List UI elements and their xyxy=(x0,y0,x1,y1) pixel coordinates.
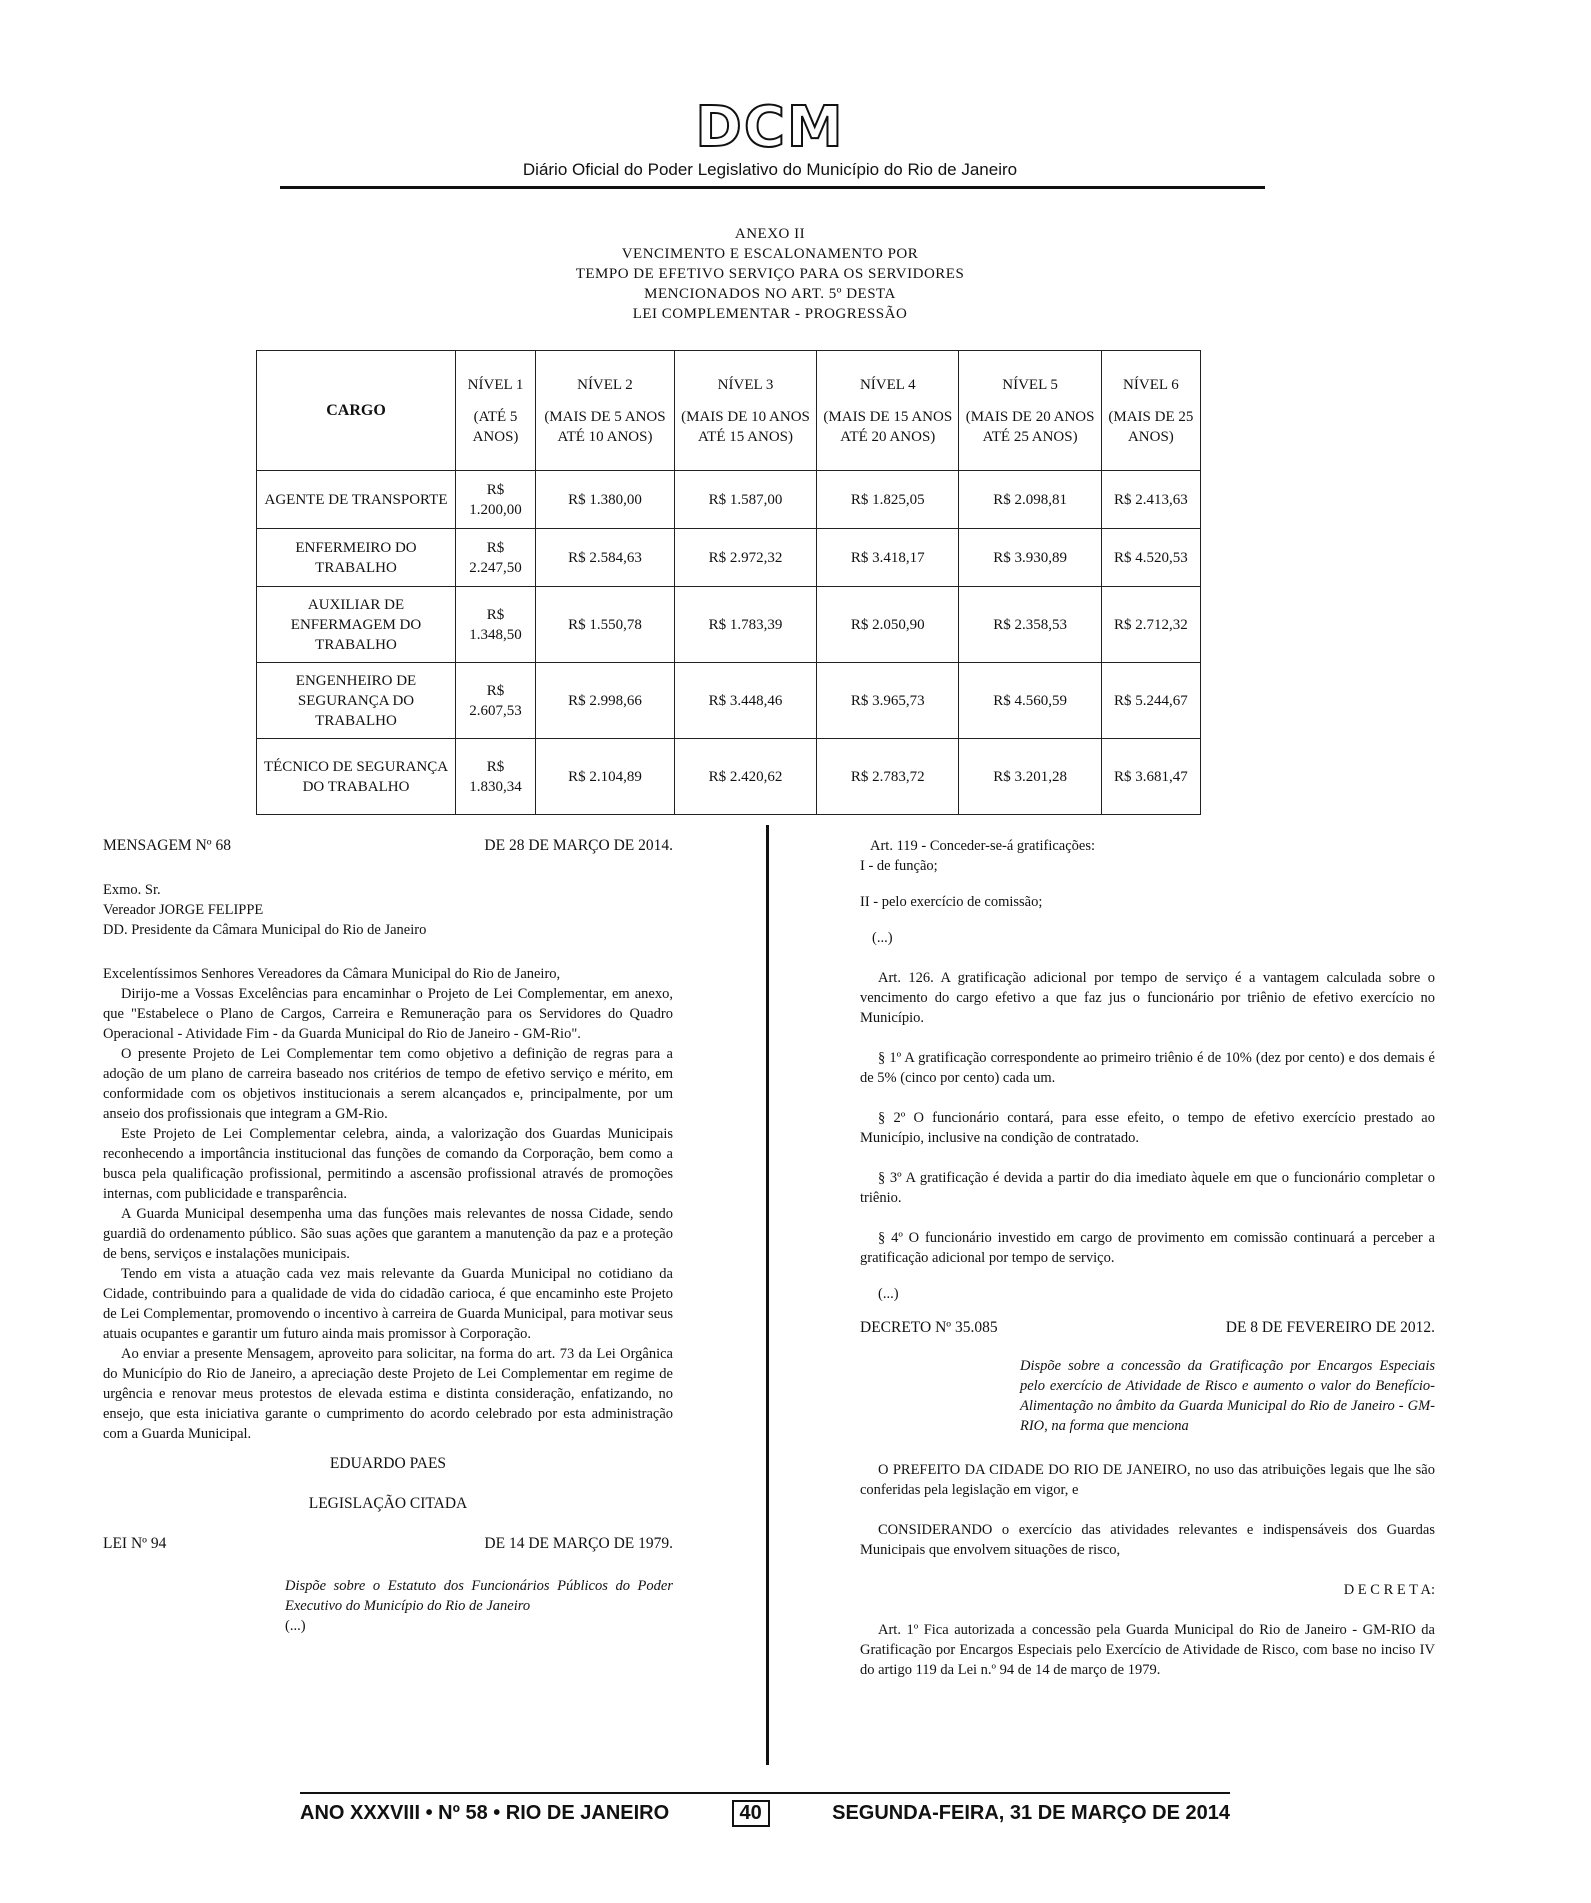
level-name: NÍVEL 4 xyxy=(859,376,916,393)
level-header xyxy=(959,351,1101,471)
value-cell: R$ 2.247,50 xyxy=(456,529,536,587)
paragraph: Dirijo-me a Vossas Excelências para encaminhar o Projeto de Lei Complementar, em anexo, que "Estabelece o Plano de Cargos, Carreira e Remuneração para os Servidores do Quadro Operacional - Atividade Fim - da Guarda Municipal do Rio de Janeiro - GM-Rio". xyxy=(103,986,673,1042)
footer-issue: ANO XXXVIII • Nº 58 • RIO DE JANEIRO xyxy=(300,1802,670,1824)
left-column xyxy=(103,836,673,1636)
value-cell: R$ 3.930,89 xyxy=(959,529,1101,587)
right-column xyxy=(860,836,1435,1680)
level-desc: (MAIS DE 20 ANOS ATÉ 25 ANOS) xyxy=(965,408,1095,445)
law-date: DE 14 DE MARÇO DE 1979. xyxy=(484,1535,673,1552)
value-cell: R$ 3.418,17 xyxy=(817,529,959,587)
value-cell: R$ 1.348,50 xyxy=(456,587,536,663)
addressee-line: Exmo. Sr. xyxy=(103,882,161,898)
message-date: DE 28 DE MARÇO DE 2014. xyxy=(484,837,673,854)
value-cell: R$ 3.681,47 xyxy=(1101,739,1200,815)
value-cell: R$ 1.200,00 xyxy=(456,471,536,529)
salutation: Excelentíssimos Senhores Vereadores da Câmara Municipal do Rio de Janeiro, xyxy=(103,966,561,982)
footer-date: SEGUNDA-FEIRA, 31 DE MARÇO DE 2014 xyxy=(832,1802,1230,1824)
cited-legislation-heading: LEGISLAÇÃO CITADA xyxy=(308,1495,468,1512)
paragraph-3: § 3º A gratificação é devida a partir do dia imediato àquele em que o funcionário completar o triênio. xyxy=(860,1170,1435,1206)
value-cell: R$ 4.560,59 xyxy=(959,663,1101,739)
decree-number: DECRETO Nº 35.085 xyxy=(860,1319,998,1336)
cargo-cell: TÉCNICO DE SEGURANÇA DO TRABALHO xyxy=(257,739,456,815)
value-cell: R$ 2.998,66 xyxy=(536,663,675,739)
level-desc: (ATÉ 5 ANOS) xyxy=(472,408,519,445)
value-cell: R$ 2.607,53 xyxy=(456,663,536,739)
addressee-line: Vereador JORGE FELIPPE xyxy=(103,902,264,918)
value-cell: R$ 2.584,63 xyxy=(536,529,675,587)
ellipsis: (...) xyxy=(285,1618,306,1634)
annex-line: TEMPO DE EFETIVO SERVIÇO PARA OS SERVIDORES xyxy=(575,266,965,282)
table-row xyxy=(257,587,1201,663)
footer-rule xyxy=(300,1792,1230,1794)
value-cell: R$ 5.244,67 xyxy=(1101,663,1200,739)
value-cell: R$ 4.520,53 xyxy=(1101,529,1200,587)
decree-summary: Dispõe sobre a concessão da Gratificação por Encargos Especiais pelo exercício de Atividade de Risco e aumento o valor do Benefício-Alimentação no âmbito da Guarda Municipal do Rio de Janeiro - GM-RIO, na forma que menciona xyxy=(1020,1358,1435,1434)
value-cell: R$ 1.830,34 xyxy=(456,739,536,815)
paragraph: Este Projeto de Lei Complementar celebra, ainda, a valorização dos Guardas Municipais reconhecendo a importância institucional das funções de comando da Corporação, bem como a busca pela qualificação profissional, permitindo a ascensão profissional através de promoções internas, com publicidade e transparência. xyxy=(103,1126,673,1202)
table-header-row xyxy=(257,351,1201,471)
value-cell: R$ 2.420,62 xyxy=(674,739,816,815)
law-summary: Dispõe sobre o Estatuto dos Funcionários Públicos do Poder Executivo do Município do Rio de Janeiro xyxy=(285,1578,673,1614)
level-header xyxy=(536,351,675,471)
annex-title xyxy=(560,224,980,324)
prefeito-paragraph: O PREFEITO DA CIDADE DO RIO DE JANEIRO, no uso das atribuições legais que lhe são conferidas pela legislação em vigor, e xyxy=(860,1462,1435,1498)
law-heading xyxy=(103,1534,673,1554)
masthead-rule xyxy=(280,186,1265,189)
value-cell: R$ 2.712,32 xyxy=(1101,587,1200,663)
decree-heading xyxy=(860,1318,1435,1338)
paragraph-2: § 2º O funcionário contará, para esse efeito, o tempo de efetivo exercício prestado ao Município, inclusive na condição de contratado. xyxy=(860,1110,1435,1146)
column-divider xyxy=(766,825,769,1765)
cargo-header: CARGO xyxy=(257,351,456,471)
cargo-cell: AUXILIAR DE ENFERMAGEM DO TRABALHO xyxy=(257,587,456,663)
level-header xyxy=(674,351,816,471)
value-cell: R$ 1.380,00 xyxy=(536,471,675,529)
level-name: NÍVEL 3 xyxy=(717,376,774,393)
level-name: NÍVEL 1 xyxy=(467,376,524,393)
annex-line: VENCIMENTO E ESCALONAMENTO POR xyxy=(621,246,919,262)
value-cell: R$ 2.104,89 xyxy=(536,739,675,815)
annex-line: MENCIONADOS NO ART. 5º DESTA xyxy=(644,286,896,302)
value-cell: R$ 1.783,39 xyxy=(674,587,816,663)
dcm-logo: DCM xyxy=(695,95,845,160)
value-cell: R$ 2.972,32 xyxy=(674,529,816,587)
law-number: LEI Nº 94 xyxy=(103,1535,167,1552)
decree-date: DE 8 DE FEVEREIRO DE 2012. xyxy=(1225,1319,1435,1336)
table-row xyxy=(257,739,1201,815)
article-item: II - pelo exercício de comissão; xyxy=(860,894,1043,910)
value-cell: R$ 2.783,72 xyxy=(817,739,959,815)
value-cell: R$ 3.965,73 xyxy=(817,663,959,739)
paragraph-4: § 4º O funcionário investido em cargo de provimento em comissão continuará a perceber a gratificação adicional por tempo de serviço. xyxy=(860,1230,1435,1266)
value-cell: R$ 2.413,63 xyxy=(1101,471,1200,529)
paragraph-1: § 1º A gratificação correspondente ao primeiro triênio é de 10% (dez por cento) e dos demais é de 5% (cinco por cento) cada um. xyxy=(860,1050,1435,1086)
cargo-cell: ENGENHEIRO DE SEGURANÇA DO TRABALHO xyxy=(257,663,456,739)
article-119: Art. 119 - Conceder-se-á gratificações: xyxy=(870,838,1096,854)
article-126: Art. 126. A gratificação adicional por tempo de serviço é a vantagem calculada sobre o vencimento do cargo efetivo a que faz jus o funcionário por triênio de efetivo exercício no Município. xyxy=(860,970,1435,1026)
page-number: 40 xyxy=(732,1800,770,1827)
message-number: MENSAGEM Nº 68 xyxy=(103,837,231,854)
masthead xyxy=(280,95,1260,179)
annex-line: ANEXO II xyxy=(734,226,806,242)
table-row xyxy=(257,529,1201,587)
level-header xyxy=(456,351,536,471)
level-desc: (MAIS DE 5 ANOS ATÉ 10 ANOS) xyxy=(544,408,666,445)
table-row xyxy=(257,471,1201,529)
level-desc: (MAIS DE 15 ANOS ATÉ 20 ANOS) xyxy=(823,408,953,445)
cargo-cell: ENFERMEIRO DO TRABALHO xyxy=(257,529,456,587)
level-desc: (MAIS DE 25 ANOS) xyxy=(1108,408,1194,445)
ellipsis: (...) xyxy=(872,930,893,946)
level-name: NÍVEL 2 xyxy=(577,376,633,393)
paragraph: O presente Projeto de Lei Complementar tem como objetivo a definição de regras para a adoção de um plano de carreira baseado nos critérios de tempo de efetivo serviço e mérito, em conformidade com os objetivos institucionais a serem alcançados e, principalmente, por um anseio dos profissionais que integram a GM-Rio. xyxy=(103,1046,673,1122)
value-cell: R$ 3.201,28 xyxy=(959,739,1101,815)
value-cell: R$ 2.098,81 xyxy=(959,471,1101,529)
salary-table xyxy=(256,350,1201,815)
level-name: NÍVEL 5 xyxy=(1002,376,1058,393)
paragraph: Ao enviar a presente Mensagem, aproveito para solicitar, na forma do art. 73 da Lei Orgânica do Município do Rio de Janeiro, a apreciação deste Projeto de Lei Complementar em regime de urgência e renovar meus protestos de elevada estima e distinta consideração, enfatizando, no ensejo, que esta iniciativa garante o cumprimento do acordo celebrado por esta administração com a Guarda Municipal. xyxy=(103,1346,673,1442)
annex-line: LEI COMPLEMENTAR - PROGRESSÃO xyxy=(632,306,908,322)
publication-subtitle: Diário Oficial do Poder Legislativo do Município do Rio de Janeiro xyxy=(522,160,1018,179)
message-heading xyxy=(103,836,673,856)
article-item: I - de função; xyxy=(860,858,938,874)
addressee-line: DD. Presidente da Câmara Municipal do Rio de Janeiro xyxy=(103,922,427,938)
footer xyxy=(300,1800,1230,1827)
paragraph: Tendo em vista a atuação cada vez mais relevante da Guarda Municipal no cotidiano da Cidade, contribuindo para a qualidade de vida do cidadão carioca, é que encaminho este Projeto de Lei Complementar, promovendo o incentivo à carreira de Guarda Municipal, para motivar seus atuais ocupantes e garantir um futuro ainda mais promissor à Corporação. xyxy=(103,1266,673,1342)
level-name: NÍVEL 6 xyxy=(1123,376,1179,393)
considerando-paragraph: CONSIDERANDO o exercício das atividades relevantes e indispensáveis dos Guardas Municipais que envolvem situações de risco, xyxy=(860,1522,1435,1558)
article-1: Art. 1º Fica autorizada a concessão pela Guarda Municipal do Rio de Janeiro - GM-RIO da Gratificação por Encargos Especiais pelo Exercício de Atividade de Risco, com base no inciso IV do artigo 119 da Lei n.º 94 de 14 de março de 1979. xyxy=(860,1622,1435,1678)
value-cell: R$ 2.358,53 xyxy=(959,587,1101,663)
value-cell: R$ 1.825,05 xyxy=(817,471,959,529)
value-cell: R$ 1.587,00 xyxy=(674,471,816,529)
value-cell: R$ 1.550,78 xyxy=(536,587,675,663)
paragraph: A Guarda Municipal desempenha uma das funções mais relevantes de nossa Cidade, sendo guardiã do ordenamento público. São suas ações que garantem a manutenção da paz e a proteção de bens, serviços e instalações municipais. xyxy=(103,1206,673,1262)
value-cell: R$ 3.448,46 xyxy=(674,663,816,739)
signature: EDUARDO PAES xyxy=(329,1455,447,1472)
table-row xyxy=(257,663,1201,739)
decreta-heading: D E C R E T A: xyxy=(1343,1582,1435,1598)
ellipsis: (...) xyxy=(878,1286,899,1302)
value-cell: R$ 2.050,90 xyxy=(817,587,959,663)
cargo-cell: AGENTE DE TRANSPORTE xyxy=(257,471,456,529)
level-desc: (MAIS DE 10 ANOS ATÉ 15 ANOS) xyxy=(681,408,810,445)
level-header xyxy=(817,351,959,471)
level-header xyxy=(1101,351,1200,471)
